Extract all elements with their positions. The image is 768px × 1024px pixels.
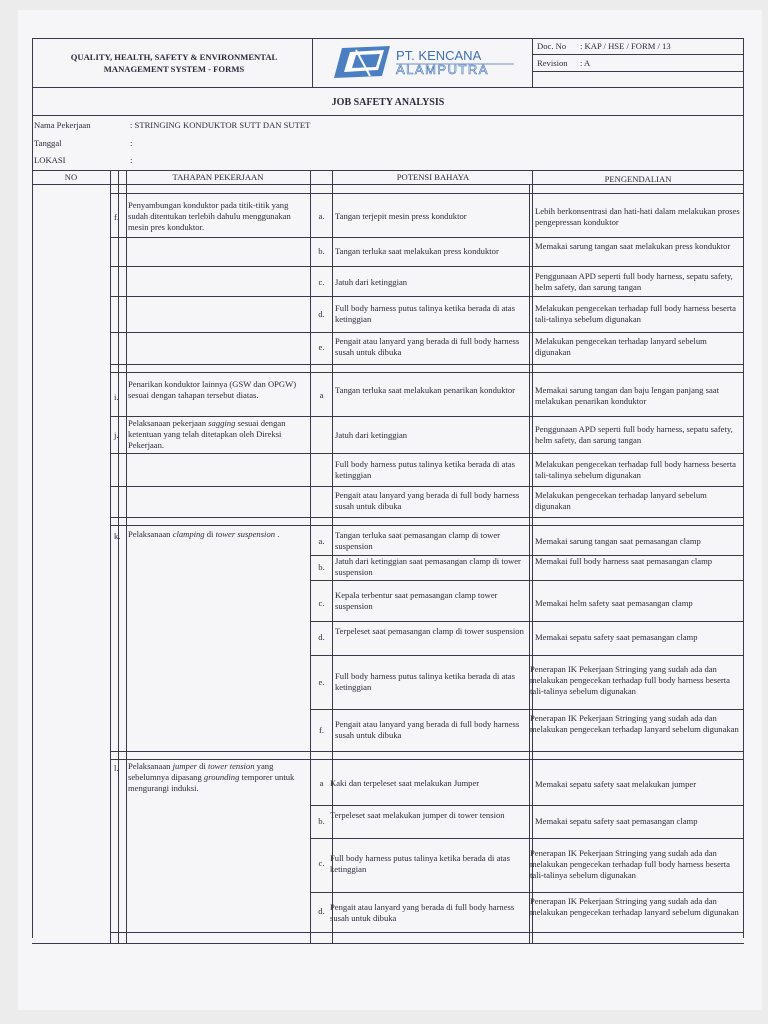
header-doc-row-line (532, 54, 744, 55)
hazard-letter: b. (318, 816, 325, 826)
control-text: Memakai sarung tangan saat melakukan press konduktor (535, 241, 731, 251)
hazard-text: Jatuh dari ketinggian (335, 430, 408, 440)
col-header-no: NO (64, 172, 78, 182)
hazard-letter: d. (318, 309, 325, 319)
col-line-6 (532, 170, 533, 943)
hazard-text: Tangan terluka saat melakukan penarikan konduktor (335, 385, 516, 395)
col-line-1 (110, 170, 111, 943)
control-text: Memakai helm safety saat pemasangan clamp (535, 598, 693, 608)
hazard-letter: b. (318, 562, 325, 572)
row-line (110, 237, 744, 238)
col-line-3 (126, 170, 127, 943)
hazard-text: Full body harness putus talinya ketika berada di atas ketinggian (335, 671, 515, 692)
lokasi-value: : (130, 155, 133, 165)
row-line (110, 759, 744, 760)
row-line (310, 838, 744, 839)
revision-label: Revision (537, 58, 568, 68)
hazard-letter: f. (318, 725, 324, 735)
col-header-tahapan: TAHAPAN PEKERJAAN (172, 172, 264, 182)
row-line (310, 709, 744, 710)
table-right-border (743, 38, 744, 938)
step-j-letter: j. (114, 430, 119, 440)
control-text: Melakukan pengecekan terhadap lanyard sebelum digunakan (535, 490, 707, 511)
row-line (310, 621, 744, 622)
nama-pekerjaan-label: Nama Pekerjaan (34, 120, 91, 130)
hazard-text: Full body harness putus talinya ketika berada di atas ketinggian (330, 853, 510, 874)
company-logo (330, 42, 520, 82)
logo-text-2: ALAMPUTRA (396, 62, 489, 77)
col-line-2 (118, 170, 119, 943)
step-f-letter: f. (114, 212, 120, 222)
step-k-letter: k. (114, 531, 121, 541)
tanggal-label: Tanggal (34, 138, 62, 148)
nama-pekerjaan-value: : STRINGING KONDUKTOR SUTT DAN SUTET (130, 120, 311, 130)
row-line (110, 372, 744, 373)
control-text: Penggunaan APD seperti full body harness, sepatu safety, helm safety, dan sarung tangan (535, 424, 733, 445)
hazard-letter: c. (318, 277, 325, 287)
col-line-5 (332, 170, 333, 943)
col-header-pengendalian: PENGENDALIAN (604, 174, 672, 184)
step-f-text: Penyambungan konduktor pada titik-titik yang sudah ditentukan terlebih dahulu menggunakan mesin pres konduktor. (128, 200, 291, 232)
hazard-text: Tangan terluka saat pemasangan clamp di tower suspension (335, 530, 501, 551)
hazard-letter: c. (318, 598, 325, 608)
step-i-letter: i. (114, 392, 119, 402)
control-text: Melakukan pengecekan terhadap full body harness beserta tali-talinya sebelum digunakan (535, 459, 736, 480)
col-line-6b (529, 184, 530, 943)
control-text: Memakai sepatu safety saat pemasangan clamp (535, 632, 698, 642)
hazard-letter: a (319, 390, 324, 400)
doc-no-value: : KAP / HSE / FORM / 13 (580, 41, 671, 51)
doc-no-label: Doc. No (537, 41, 567, 51)
step-i-text: Penarikan konduktor lainnya (GSW dan OPGW) sesuai dengan tahapan tersebut diatas. (128, 379, 297, 400)
tanggal-value: : (130, 138, 133, 148)
logo-text-1: PT. KENCANA (396, 48, 482, 63)
control-text: Penerapan IK Pekerjaan Stringing yang sudah ada dan melakukan pengecekan terhadap lanyard sebelum digunakan (530, 896, 739, 917)
row-line (110, 751, 744, 752)
hazard-text: Full body harness putus talinya ketika berada di atas ketinggian (335, 459, 515, 480)
row-line (110, 932, 744, 933)
hazard-text: Tangan terjepit mesin press konduktor (335, 211, 467, 221)
hazard-text: Pengait atau lanyard yang berada di full body harness susah untuk dibuka (335, 719, 520, 740)
row-line (310, 655, 744, 656)
kencana-logo-icon (330, 42, 520, 82)
control-text: Melakukan pengecekan terhadap full body harness beserta tali-talinya sebelum digunakan (535, 303, 736, 324)
hazard-text: Pengait atau lanyard yang berada di full body harness susah untuk dibuka (335, 336, 520, 357)
row-line (110, 266, 744, 267)
hazard-text: Pengait atau lanyard yang berada di full body harness susah untuk dibuka (330, 902, 515, 923)
header-rev-row-line (532, 71, 744, 72)
hazard-letter: e. (318, 677, 325, 687)
row-line (110, 332, 744, 333)
row-line (110, 517, 744, 518)
row-line (310, 580, 744, 581)
control-text: Penerapan IK Pekerjaan Stringing yang sudah ada dan melakukan pengecekan terhadap lanyard sebelum digunakan (530, 713, 739, 734)
hazard-letter: c. (318, 858, 325, 868)
step-k-text: Pelaksanaan clamping di tower suspension . (128, 529, 280, 539)
control-text: Penerapan IK Pekerjaan Stringing yang sudah ada dan melakukan pengecekan terhadap full body harness beserta tali-talinya sebelum digunakan (530, 848, 730, 880)
system-title: QUALITY, HEALTH, SAFETY & ENVIRONMENTAL MANAGEMENT SYSTEM - FORMS (70, 52, 278, 74)
hazard-text: Kaki dan terpeleset saat melakukan Jumper (330, 778, 480, 788)
control-text: Lebih berkonsentrasi dan hati-hati dalam melakukan proses pengepressan konduktor (535, 206, 740, 227)
hazard-text: Full body harness putus talinya ketika berada di atas ketinggian (335, 303, 515, 324)
table-bottom-line (32, 943, 744, 944)
control-text: Penggunaan APD seperti full body harness, sepatu safety, helm safety, dan sarung tangan (535, 271, 733, 292)
document-title: JOB SAFETY ANALYSIS (331, 97, 445, 108)
row-line (110, 453, 744, 454)
hazard-letter: d. (318, 906, 325, 916)
row-line (110, 364, 744, 365)
col-header-potensi: POTENSI BAHAYA (396, 172, 470, 182)
title-bottom-line (32, 115, 744, 116)
header-divider-2 (532, 38, 533, 87)
control-text: Melakukan pengecekan terhadap lanyard sebelum digunakan (535, 336, 707, 357)
hazard-text: Kepala terbentur saat pemasangan clamp tower suspension (335, 590, 498, 611)
table-header-top (32, 170, 744, 171)
hazard-text: Tangan terluka saat melakukan press konduktor (335, 246, 499, 256)
hazard-letter: d. (318, 632, 325, 642)
control-text: Memakai sepatu safety saat melakukan jumper (535, 779, 697, 789)
control-text: Memakai sepatu safety saat pemasangan clamp (535, 816, 698, 826)
step-l-letter: l. (114, 763, 119, 773)
hazard-text: Terpeleset saat pemasangan clamp di tower suspension (335, 626, 524, 636)
row-line (110, 416, 744, 417)
header-divider-1 (312, 38, 313, 87)
row-line (310, 892, 744, 893)
step-l-text: Pelaksanaan jumper di tower tension yang sebelumnya dipasang grounding temporer untuk mengurangi induksi. (128, 761, 295, 793)
hazard-letter: a (319, 778, 324, 788)
control-text: Memakai sarung tangan dan baju lengan panjang saat melakukan penarikan konduktor (535, 385, 719, 406)
row-line-spacer (110, 193, 744, 194)
row-line (310, 805, 744, 806)
hazard-text: Jatuh dari ketinggian saat pemasangan clamp di tower suspension (335, 556, 521, 577)
lokasi-label: LOKASI (34, 155, 66, 165)
header-top-line (32, 38, 744, 39)
hazard-letter: a. (318, 536, 325, 546)
control-text: Memakai full body harness saat pemasangan clamp (535, 556, 713, 566)
hazard-letter: a. (318, 211, 325, 221)
hazard-text: Pengait atau lanyard yang berada di full body harness susah untuk dibuka (335, 490, 520, 511)
row-line (110, 296, 744, 297)
hazard-text: Terpeleset saat melakukan jumper di tower tension (330, 810, 505, 820)
revision-value: : A (580, 58, 591, 68)
control-text: Memakai sarung tangan saat pemasangan clamp (535, 536, 701, 546)
hazard-letter: e. (318, 342, 325, 352)
row-line (110, 486, 744, 487)
hazard-letter: b. (318, 246, 325, 256)
hazard-text: Jatuh dari ketinggian (335, 277, 408, 287)
step-j-text: Pelaksanaan pekerjaan sagging sesuai dengan ketentuan yang telah ditetapkan oleh Direksi Pekerjaan. (128, 418, 286, 450)
row-line (110, 525, 744, 526)
header-bottom-line (32, 87, 744, 88)
control-text: Penerapan IK Pekerjaan Stringing yang sudah ada dan melakukan pengecekan terhadap full body harness beserta tali-talinya sebelum digunakan (530, 664, 730, 696)
